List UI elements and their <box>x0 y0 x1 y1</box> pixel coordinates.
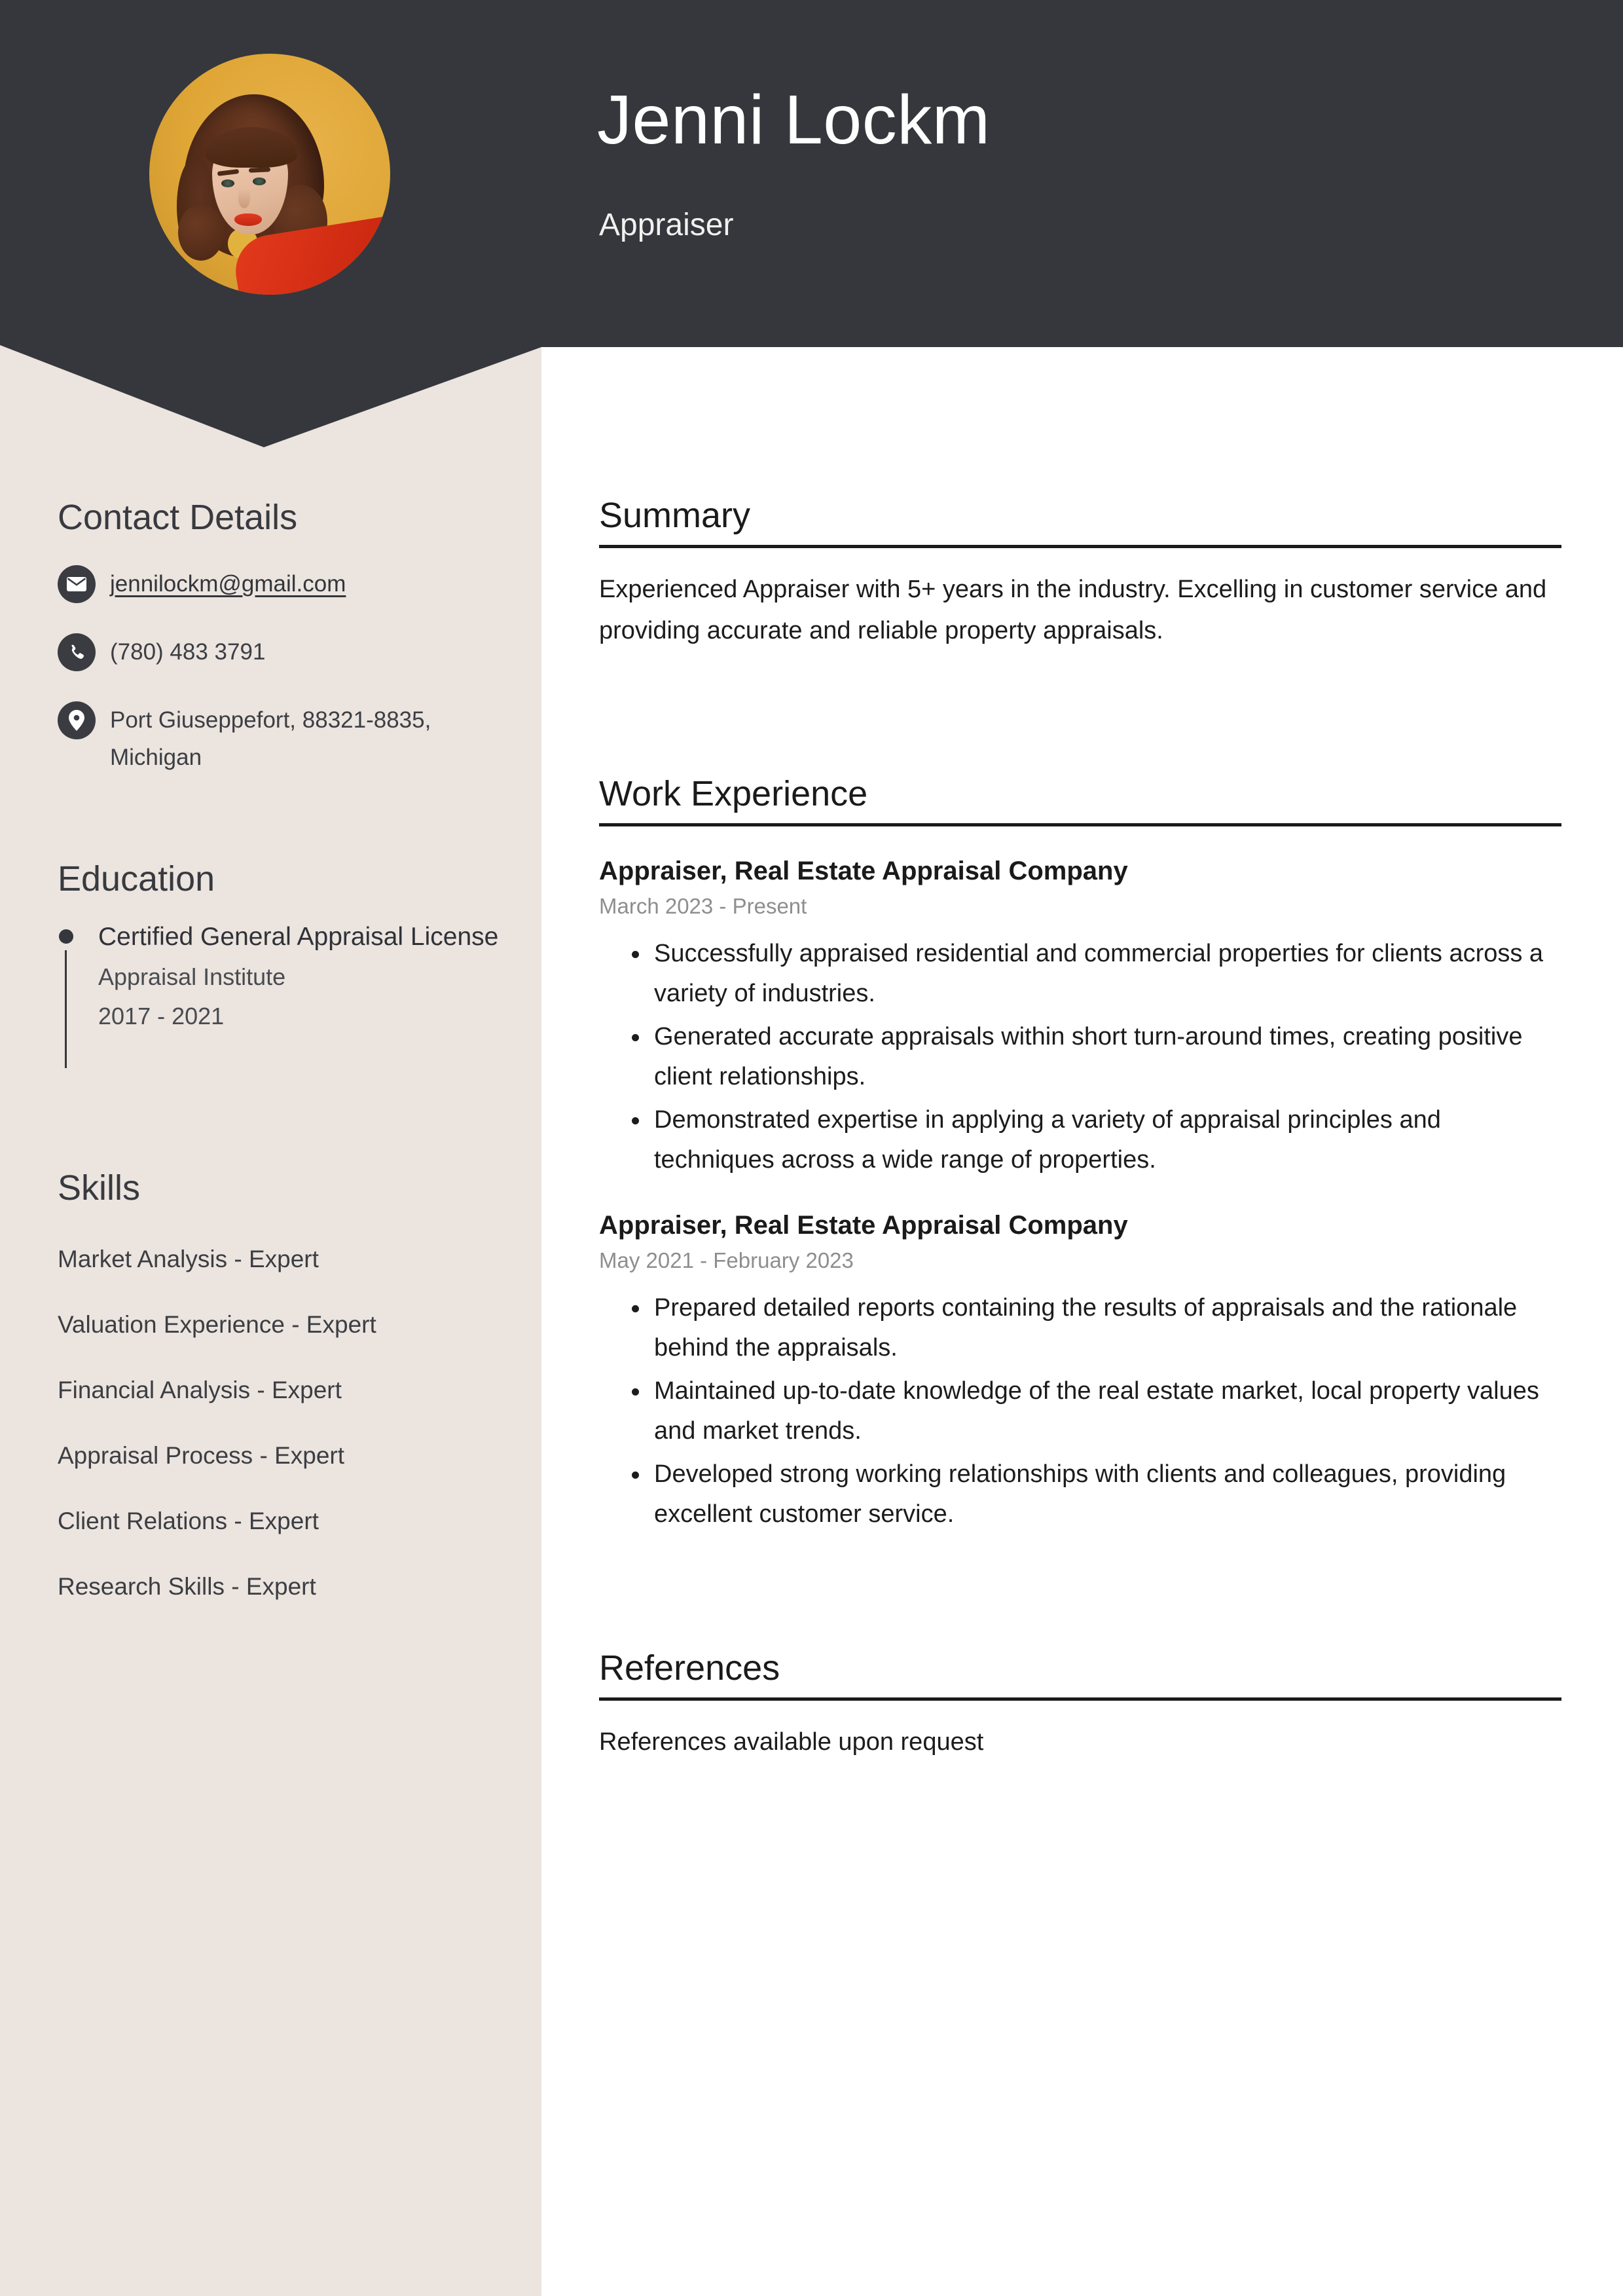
skill-item: Research Skills - Expert <box>58 1573 316 1600</box>
skills-section <box>58 1170 503 1599</box>
job-title: Appraiser, Real Estate Appraisal Company <box>599 857 1128 885</box>
skill-item: Valuation Experience - Expert <box>58 1311 376 1338</box>
references-text: References available upon request <box>599 1728 984 1756</box>
job-bullet-list <box>599 934 1561 1181</box>
references-section <box>599 1650 1561 1763</box>
contact-details-section <box>58 500 503 776</box>
contact-address-value: Port Giuseppefort, 88321-8835, Michigan <box>110 707 431 770</box>
summary-heading: Summary <box>599 498 1561 548</box>
timeline-dot-icon <box>59 929 73 944</box>
timeline-line <box>65 950 67 1068</box>
education-title: Certified General Appraisal License <box>98 923 499 951</box>
contact-email-value[interactable]: jennilockm@gmail.com <box>110 571 346 597</box>
job-bullet: Maintained up-to-date knowledge of the real estate market, local property values and market trends. <box>599 1371 1561 1452</box>
summary-section <box>599 498 1561 651</box>
job-dates: May 2021 - February 2023 <box>599 1248 854 1272</box>
education-dates: 2017 - 2021 <box>98 1003 225 1030</box>
job-entry <box>599 1210 1561 1535</box>
avatar-curl-left <box>178 204 224 261</box>
job-bullet: Developed strong working relationships with clients and colleagues, providing excellent customer service. <box>599 1454 1561 1535</box>
skill-item: Client Relations - Expert <box>58 1508 319 1534</box>
contact-item-address <box>58 700 503 776</box>
work-experience-section <box>599 776 1561 1535</box>
job-bullet-list <box>599 1288 1561 1535</box>
education-heading: Education <box>58 859 215 898</box>
envelope-icon <box>58 565 96 603</box>
contact-item-email[interactable] <box>58 564 503 603</box>
avatar-lips <box>234 213 262 226</box>
location-pin-icon <box>58 701 96 739</box>
job-bullet: Generated accurate appraisals within short turn-around times, creating positive client relationships. <box>599 1017 1561 1098</box>
job-bullet: Prepared detailed reports containing the results of appraisals and the rationale behind the appraisals. <box>599 1288 1561 1369</box>
references-heading: References <box>599 1650 1561 1701</box>
education-item <box>58 919 503 1035</box>
avatar-eye-right <box>253 177 266 185</box>
job-title: Appraiser, Real Estate Appraisal Company <box>599 1210 1128 1240</box>
job-dates: March 2023 - Present <box>599 893 807 918</box>
contact-details-heading: Contact Details <box>58 498 298 537</box>
job-bullet: Successfully appraised residential and commercial properties for clients across a variety of industries. <box>599 934 1561 1014</box>
candidate-role: Appraiser <box>599 208 734 242</box>
avatar-eye-left <box>221 179 234 187</box>
avatar <box>149 54 390 295</box>
skill-item: Market Analysis - Expert <box>58 1246 319 1272</box>
education-school: Appraisal Institute <box>98 963 286 991</box>
contact-item-phone[interactable] <box>58 632 503 671</box>
phone-icon <box>58 633 96 671</box>
candidate-name: Jenni Lockm <box>597 81 991 158</box>
skills-heading: Skills <box>58 1168 141 1208</box>
summary-text: Experienced Appraiser with 5+ years in the industry. Excelling in customer service and providing accurate and reliable property appraisals. <box>599 576 1547 644</box>
skill-item: Financial Analysis - Expert <box>58 1377 342 1403</box>
job-bullet: Demonstrated expertise in applying a variety of appraisal principles and techniques across a wide range of properties. <box>599 1100 1561 1181</box>
education-section <box>58 861 503 1035</box>
avatar-nose <box>238 189 250 208</box>
job-entry <box>599 855 1561 1181</box>
contact-phone-value: (780) 483 3791 <box>110 639 266 665</box>
work-experience-heading: Work Experience <box>599 776 1561 826</box>
skill-item: Appraisal Process - Expert <box>58 1442 345 1469</box>
